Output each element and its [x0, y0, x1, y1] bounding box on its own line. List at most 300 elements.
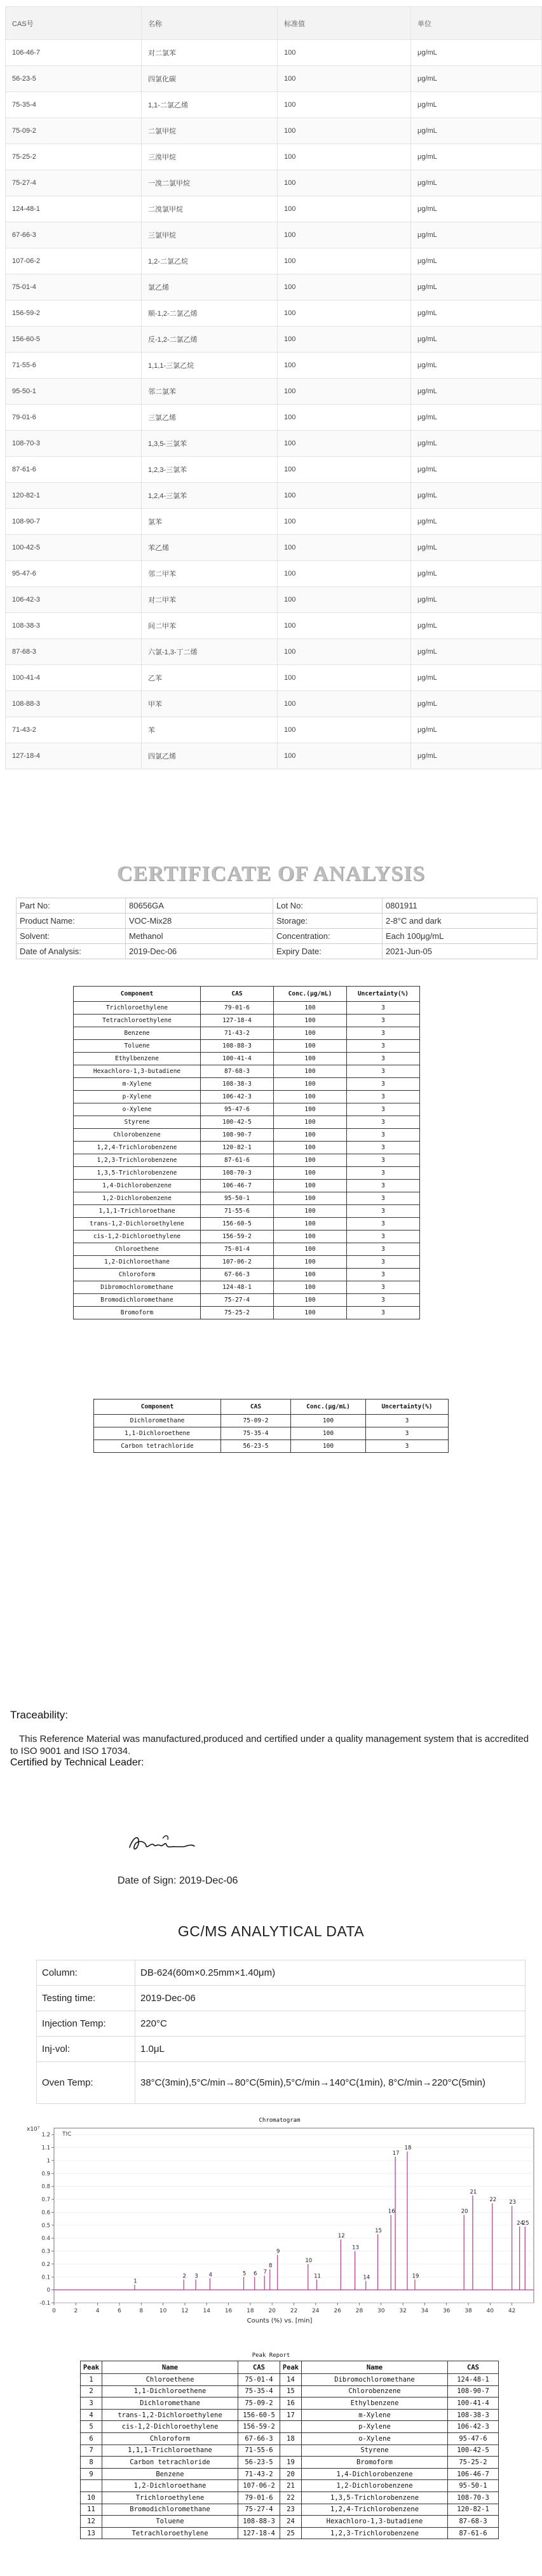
component2-cell: 100	[291, 1427, 366, 1440]
component-cell: 100	[274, 1002, 347, 1015]
peak-cell: 108-88-3	[238, 2516, 280, 2528]
cas-cell: 100	[278, 587, 411, 613]
product-info-cell: 2021-Jun-05	[383, 944, 538, 959]
peak-cell: Dichloromethane	[102, 2397, 238, 2410]
peak-cell: 71-55-6	[238, 2445, 280, 2457]
component-cell: 100	[274, 1269, 347, 1281]
cas-cell: 100	[278, 483, 411, 509]
peak-cell: 100-42-5	[448, 2445, 499, 2457]
peak-header: CAS	[238, 2361, 280, 2374]
cas-cell: 1,2,4-三氯苯	[142, 483, 278, 509]
peak-cell: trans-1,2-Dichloroethylene	[102, 2409, 238, 2421]
cas-cell: 对二甲苯	[142, 587, 278, 613]
cas-cell: 乙苯	[142, 665, 278, 691]
cas-table-row	[6, 457, 542, 483]
components-header-row	[74, 987, 420, 1002]
cas-cell: μg/mL	[411, 561, 542, 587]
cas-cell: 100	[278, 327, 411, 353]
cas-cell: 100	[278, 92, 411, 118]
y-tick-label: 0.8	[41, 2183, 50, 2190]
peak-label: 23	[509, 2199, 517, 2206]
y-tick-label: 0.5	[41, 2222, 50, 2229]
cas-cell: 100-42-5	[6, 535, 142, 561]
peak-cell: 156-59-2	[238, 2421, 280, 2433]
peak-cell: 5	[81, 2421, 102, 2433]
cas-cell: μg/mL	[411, 248, 542, 274]
component-cell: 100	[274, 1218, 347, 1231]
cas-table-row	[6, 66, 542, 92]
peak-cell: 11	[81, 2504, 102, 2516]
peak-cell: Ethylbenzene	[302, 2397, 448, 2410]
chromatogram-chart	[25, 2115, 540, 2325]
component-row	[74, 1091, 420, 1103]
peak-cell: Chlorobenzene	[302, 2385, 448, 2397]
product-info-row	[17, 944, 538, 959]
peak-label: 13	[352, 2244, 360, 2251]
x-tick-label: 28	[355, 2308, 363, 2314]
cas-cell: 邻二甲苯	[142, 561, 278, 587]
peak-cell: 87-68-3	[448, 2516, 499, 2528]
component-cell: 3	[347, 1180, 420, 1192]
cas-cell: 1,3,5-三氯苯	[142, 431, 278, 457]
cas-header-standard: 标准值	[278, 7, 411, 40]
component2-cell: Dichloromethane	[94, 1415, 221, 1427]
component-cell: 71-43-2	[201, 1027, 274, 1040]
cas-cell: μg/mL	[411, 665, 542, 691]
peak-cell: 14	[280, 2374, 302, 2386]
components2-header: Conc.(μg/mL)	[291, 1399, 366, 1415]
cas-table-row	[6, 196, 542, 222]
x-tick-label: 40	[486, 2308, 494, 2314]
peak-cell: 75-35-4	[238, 2385, 280, 2397]
component-row	[74, 1281, 420, 1294]
component-cell: trans-1,2-Dichloroethylene	[74, 1218, 201, 1231]
components2-header: Component	[94, 1399, 221, 1415]
peak-cell: 75-25-2	[448, 2457, 499, 2469]
y-tick-label: 0	[46, 2287, 50, 2294]
peak-cell: 15	[280, 2385, 302, 2397]
component2-row	[94, 1415, 449, 1427]
peak-cell: 1	[81, 2374, 102, 2386]
y-tick-label: 0.2	[41, 2261, 50, 2268]
component2-cell: Carbon tetrachloride	[94, 1440, 221, 1453]
cas-cell: 56-23-5	[6, 66, 142, 92]
cas-cell: μg/mL	[411, 353, 542, 379]
component-cell: 100	[274, 1015, 347, 1027]
component-cell: Ethylbenzene	[74, 1053, 201, 1065]
peak-cell	[81, 2480, 102, 2492]
cas-cell: μg/mL	[411, 717, 542, 743]
component-cell: 100	[274, 1180, 347, 1192]
peak-cell: Bromoform	[302, 2457, 448, 2469]
cas-cell: 邻二氯苯	[142, 379, 278, 405]
cas-table-row	[6, 639, 542, 665]
cas-cell: 100	[278, 457, 411, 483]
component-cell: 3	[347, 1269, 420, 1281]
component-cell: 100	[274, 1142, 347, 1154]
peak-cell: Toluene	[102, 2516, 238, 2528]
component-row	[74, 1154, 420, 1167]
product-info-cell: Solvent:	[17, 929, 126, 944]
component-cell: Dibromochloromethane	[74, 1281, 201, 1294]
peak-cell: 9	[81, 2468, 102, 2480]
cas-cell: μg/mL	[411, 196, 542, 222]
component-cell: 100	[274, 1167, 347, 1180]
gcms-row	[37, 1986, 525, 2011]
cas-cell: 苯	[142, 717, 278, 743]
peak-cell: 106-46-7	[448, 2468, 499, 2480]
peak-cell: 106-42-3	[448, 2421, 499, 2433]
cas-cell: 100	[278, 274, 411, 300]
component2-cell: 100	[291, 1440, 366, 1453]
plot-area	[54, 2128, 534, 2303]
component-cell: 100	[274, 1281, 347, 1294]
component-cell: 100-41-4	[201, 1053, 274, 1065]
peak-cell: 100-41-4	[448, 2397, 499, 2410]
cas-cell: 100	[278, 405, 411, 431]
peak-label: 11	[314, 2273, 321, 2280]
component-cell: 3	[347, 1218, 420, 1231]
component-row	[74, 1269, 420, 1281]
component-row	[74, 1027, 420, 1040]
component-cell: 1,2-Dichlorobenzene	[74, 1192, 201, 1205]
gcms-label: Inj-vol:	[37, 2037, 135, 2062]
component-cell: 95-50-1	[201, 1192, 274, 1205]
component-cell: Bromodichloromethane	[74, 1294, 201, 1307]
component-cell: Styrene	[74, 1116, 201, 1129]
component-cell: Hexachloro-1,3-butadiene	[74, 1065, 201, 1078]
cas-cell: μg/mL	[411, 483, 542, 509]
component-cell: 1,2-Dichloroethane	[74, 1256, 201, 1269]
component-row	[74, 1129, 420, 1142]
peak-cell: o-Xylene	[302, 2432, 448, 2445]
cas-table-row	[6, 92, 542, 118]
component-cell: 100	[274, 1065, 347, 1078]
x-tick-label: 24	[312, 2308, 320, 2314]
cas-cell: 100	[278, 300, 411, 327]
component-cell: 100	[274, 1027, 347, 1040]
component-cell: 3	[347, 1307, 420, 1319]
cas-table-row	[6, 327, 542, 353]
y-tick-label: 1.1	[41, 2145, 50, 2152]
peak-label: 9	[276, 2248, 280, 2255]
cas-cell: μg/mL	[411, 509, 542, 535]
peak-row	[81, 2409, 499, 2421]
peak-label: 6	[254, 2270, 257, 2277]
cas-cell: 六氯-1,3-丁二烯	[142, 639, 278, 665]
component2-cell: 3	[366, 1415, 449, 1427]
component2-cell: 100	[291, 1415, 366, 1427]
component-cell: Toluene	[74, 1040, 201, 1053]
component-cell: Chlorobenzene	[74, 1129, 201, 1142]
gcms-value: 2019-Dec-06	[135, 1986, 525, 2011]
component-cell: 100	[274, 1231, 347, 1243]
cas-cell: 106-42-3	[6, 587, 142, 613]
component-cell: p-Xylene	[74, 1091, 201, 1103]
component-cell: o-Xylene	[74, 1103, 201, 1116]
peak-label: 12	[337, 2233, 345, 2240]
peak-cell: 108-90-7	[448, 2385, 499, 2397]
y-tick-label: 0.4	[41, 2235, 50, 2242]
peak-cell: 75-09-2	[238, 2397, 280, 2410]
component2-cell: 1,1-Dichloroethene	[94, 1427, 221, 1440]
peak-cell: Styrene	[302, 2445, 448, 2457]
peak-cell: 1,1-Dichloroethene	[102, 2385, 238, 2397]
cas-cell: 顺-1,2-二氯乙烯	[142, 300, 278, 327]
component-cell: 3	[347, 1015, 420, 1027]
component-cell: 100	[274, 1091, 347, 1103]
peak-cell: 1,4-Dichlorobenzene	[302, 2468, 448, 2480]
cas-cell: 108-38-3	[6, 613, 142, 639]
peak-row	[81, 2504, 499, 2516]
component-cell: 107-06-2	[201, 1256, 274, 1269]
peak-label: 25	[522, 2220, 529, 2227]
component-cell: 3	[347, 1129, 420, 1142]
peak-cell: 22	[280, 2492, 302, 2504]
peak-label: 4	[208, 2272, 213, 2279]
peak-label: 22	[489, 2197, 497, 2204]
component2-cell: 3	[366, 1440, 449, 1453]
cas-cell: μg/mL	[411, 743, 542, 769]
peak-label: 20	[461, 2208, 468, 2215]
peak-cell: 6	[81, 2432, 102, 2445]
cas-cell: 二溴氯甲烷	[142, 196, 278, 222]
peak-cell: 13	[81, 2527, 102, 2539]
cas-cell: 100	[278, 170, 411, 196]
components-header: Uncertainty(%)	[347, 987, 420, 1002]
component-row	[74, 1040, 420, 1053]
y-tick-label: -0.1	[39, 2300, 50, 2307]
cas-table-header-row	[6, 7, 542, 40]
peak-label: 19	[412, 2273, 419, 2280]
gcms-row	[37, 2037, 525, 2062]
component-cell: 3	[347, 1167, 420, 1180]
cas-cell: 100	[278, 66, 411, 92]
cas-cell: 氯乙烯	[142, 274, 278, 300]
cas-header-unit: 单位	[411, 7, 542, 40]
product-info-row	[17, 914, 538, 929]
cas-cell: 75-09-2	[6, 118, 142, 144]
peak-header: Peak	[280, 2361, 302, 2374]
product-info-cell: Concentration:	[273, 929, 383, 944]
peak-label: 7	[263, 2269, 267, 2276]
cas-cell: 苯乙烯	[142, 535, 278, 561]
cas-cell: 100	[278, 743, 411, 769]
peak-label: 15	[375, 2228, 383, 2235]
cas-cell: 三溴甲烷	[142, 144, 278, 170]
peak-row	[81, 2527, 499, 2539]
peak-cell: 16	[280, 2397, 302, 2410]
component-cell: 120-82-1	[201, 1142, 274, 1154]
cas-table-row	[6, 170, 542, 196]
component-cell: 3	[347, 1192, 420, 1205]
cas-cell: 对二氯苯	[142, 40, 278, 66]
cas-table-row	[6, 483, 542, 509]
component-cell: 100	[274, 1243, 347, 1256]
component-cell: 127-18-4	[201, 1015, 274, 1027]
product-info-cell: Lot No:	[273, 898, 383, 914]
peak-label: 16	[388, 2208, 395, 2215]
cas-cell: 120-82-1	[6, 483, 142, 509]
peak-cell: 56-23-5	[238, 2457, 280, 2469]
cas-cell: 75-25-2	[6, 144, 142, 170]
cas-table-row	[6, 300, 542, 327]
cas-cell: 100	[278, 691, 411, 717]
peak-cell: 95-47-6	[448, 2432, 499, 2445]
certificate-title: CERTIFICATE OF ANALYSIS	[116, 862, 426, 886]
peak-row	[81, 2385, 499, 2397]
cas-cell: 67-66-3	[6, 222, 142, 248]
peak-row	[81, 2445, 499, 2457]
peak-cell: Chloroform	[102, 2432, 238, 2445]
date-of-sign: Date of Sign: 2019-Dec-06	[118, 1875, 238, 1886]
peak-cell: 2	[81, 2385, 102, 2397]
x-tick-label: 30	[377, 2308, 385, 2314]
product-info-cell: VOC-Mix28	[126, 914, 273, 929]
component-cell: 100	[274, 1294, 347, 1307]
component-cell: 3	[347, 1256, 420, 1269]
component-cell: 3	[347, 1142, 420, 1154]
peak-cell: Hexachloro-1,3-butadiene	[302, 2516, 448, 2528]
component-cell: 108-90-7	[201, 1129, 274, 1142]
peak-cell: Chloroethene	[102, 2374, 238, 2386]
cas-cell: 1,1,1-三氯乙烷	[142, 353, 278, 379]
peak-cell: Bromodichloromethane	[102, 2504, 238, 2516]
component-cell: Bromoform	[74, 1307, 201, 1319]
component-cell: 75-01-4	[201, 1243, 274, 1256]
peak-cell: 75-27-4	[238, 2504, 280, 2516]
peak-cell: 1,2,3-Trichlorobenzene	[302, 2527, 448, 2539]
component-cell: 100	[274, 1040, 347, 1053]
cas-cell: μg/mL	[411, 144, 542, 170]
component-cell: 3	[347, 1027, 420, 1040]
component-cell: 3	[347, 1078, 420, 1091]
component-cell: 100	[274, 1103, 347, 1116]
component-cell: Chloroform	[74, 1269, 201, 1281]
component-cell: 100	[274, 1205, 347, 1218]
cas-cell: μg/mL	[411, 300, 542, 327]
cas-cell: 1,2,3-三氯苯	[142, 457, 278, 483]
cas-cell: 107-06-2	[6, 248, 142, 274]
x-tick-label: 32	[399, 2308, 407, 2314]
x-tick-label: 14	[203, 2308, 210, 2314]
peak-header: Name	[302, 2361, 448, 2374]
component-row	[74, 1053, 420, 1065]
component-cell: 108-70-3	[201, 1167, 274, 1180]
gcms-row	[37, 2011, 525, 2037]
cas-table-row	[6, 613, 542, 639]
component-cell: Benzene	[74, 1027, 201, 1040]
y-tick-label: 0.9	[41, 2171, 50, 2178]
peak-header-row	[81, 2361, 499, 2374]
cas-cell: 一溴二氯甲烷	[142, 170, 278, 196]
peak-cell: 71-43-2	[238, 2468, 280, 2480]
cas-cell: μg/mL	[411, 691, 542, 717]
x-tick-label: 26	[334, 2308, 341, 2314]
y-multiplier-label: x10⁷	[27, 2126, 40, 2133]
x-tick-label: 22	[290, 2308, 298, 2314]
cas-cell: 100	[278, 639, 411, 665]
x-tick-label: 34	[421, 2308, 429, 2314]
peak-cell: 87-61-6	[448, 2527, 499, 2539]
cas-cell: μg/mL	[411, 222, 542, 248]
cas-cell: 1,2-二氯乙烷	[142, 248, 278, 274]
component-cell: 3	[347, 1205, 420, 1218]
cas-table-row	[6, 743, 542, 769]
product-info-row	[17, 898, 538, 914]
component-cell: cis-1,2-Dichloroethylene	[74, 1231, 201, 1243]
cas-cell: μg/mL	[411, 613, 542, 639]
y-tick-label: 0.7	[41, 2197, 50, 2204]
cas-table-row	[6, 248, 542, 274]
x-tick-label: 12	[181, 2308, 189, 2314]
peak-label: 2	[182, 2273, 186, 2280]
cas-cell: 甲苯	[142, 691, 278, 717]
cas-cell: 二氯甲烷	[142, 118, 278, 144]
cas-cell: 156-60-5	[6, 327, 142, 353]
cas-cell: 87-68-3	[6, 639, 142, 665]
peak-cell: 127-18-4	[238, 2527, 280, 2539]
cas-cell: 106-46-7	[6, 40, 142, 66]
peak-header: Peak	[81, 2361, 102, 2374]
peak-cell: 1,2-Dichlorobenzene	[302, 2480, 448, 2492]
cas-cell: 100	[278, 509, 411, 535]
component-cell: 3	[347, 1002, 420, 1015]
product-info-cell: Date of Analysis:	[17, 944, 126, 959]
peak-cell: 20	[280, 2468, 302, 2480]
peak-cell: 95-50-1	[448, 2480, 499, 2492]
peak-cell: 3	[81, 2397, 102, 2410]
cas-cell: 100	[278, 613, 411, 639]
components-header: Component	[74, 987, 201, 1002]
component-row	[74, 1002, 420, 1015]
peak-cell: 18	[280, 2432, 302, 2445]
component-row	[74, 1142, 420, 1154]
gcms-row	[37, 2062, 525, 2104]
component-row	[74, 1231, 420, 1243]
peak-cell: 156-60-5	[238, 2409, 280, 2421]
component-cell: 95-47-6	[201, 1103, 274, 1116]
gcms-value: 38°C(3min),5°C/min→80°C(5min),5°C/min→140°C(1min), 8°C/min→220°C(5min)	[135, 2062, 525, 2104]
cas-cell: μg/mL	[411, 66, 542, 92]
component-cell: 106-46-7	[201, 1180, 274, 1192]
component-cell: 100	[274, 1129, 347, 1142]
cas-cell: 79-01-6	[6, 405, 142, 431]
peak-cell: 108-38-3	[448, 2409, 499, 2421]
component-cell: 1,2,3-Trichlorobenzene	[74, 1154, 201, 1167]
components-table-2	[93, 1399, 449, 1453]
cas-cell: 95-47-6	[6, 561, 142, 587]
cas-cell: 100	[278, 248, 411, 274]
x-tick-label: 2	[74, 2308, 78, 2314]
gcms-label: Testing time:	[37, 1986, 135, 2011]
cas-table-row	[6, 222, 542, 248]
cas-table-row	[6, 665, 542, 691]
cas-cell: μg/mL	[411, 535, 542, 561]
peak-label: 17	[392, 2150, 400, 2157]
y-tick-label: 0.3	[41, 2248, 50, 2255]
component-row	[74, 1065, 420, 1078]
signature-image	[125, 1830, 213, 1855]
cas-table-row	[6, 274, 542, 300]
product-info-cell: Product Name:	[17, 914, 126, 929]
component-cell: 71-55-6	[201, 1205, 274, 1218]
cas-cell: μg/mL	[411, 587, 542, 613]
peak-cell: Carbon tetrachloride	[102, 2457, 238, 2469]
cas-table-row	[6, 717, 542, 743]
peak-cell: 1,2,4-Trichlorobenzene	[302, 2504, 448, 2516]
gcms-label: Oven Temp:	[37, 2062, 135, 2104]
